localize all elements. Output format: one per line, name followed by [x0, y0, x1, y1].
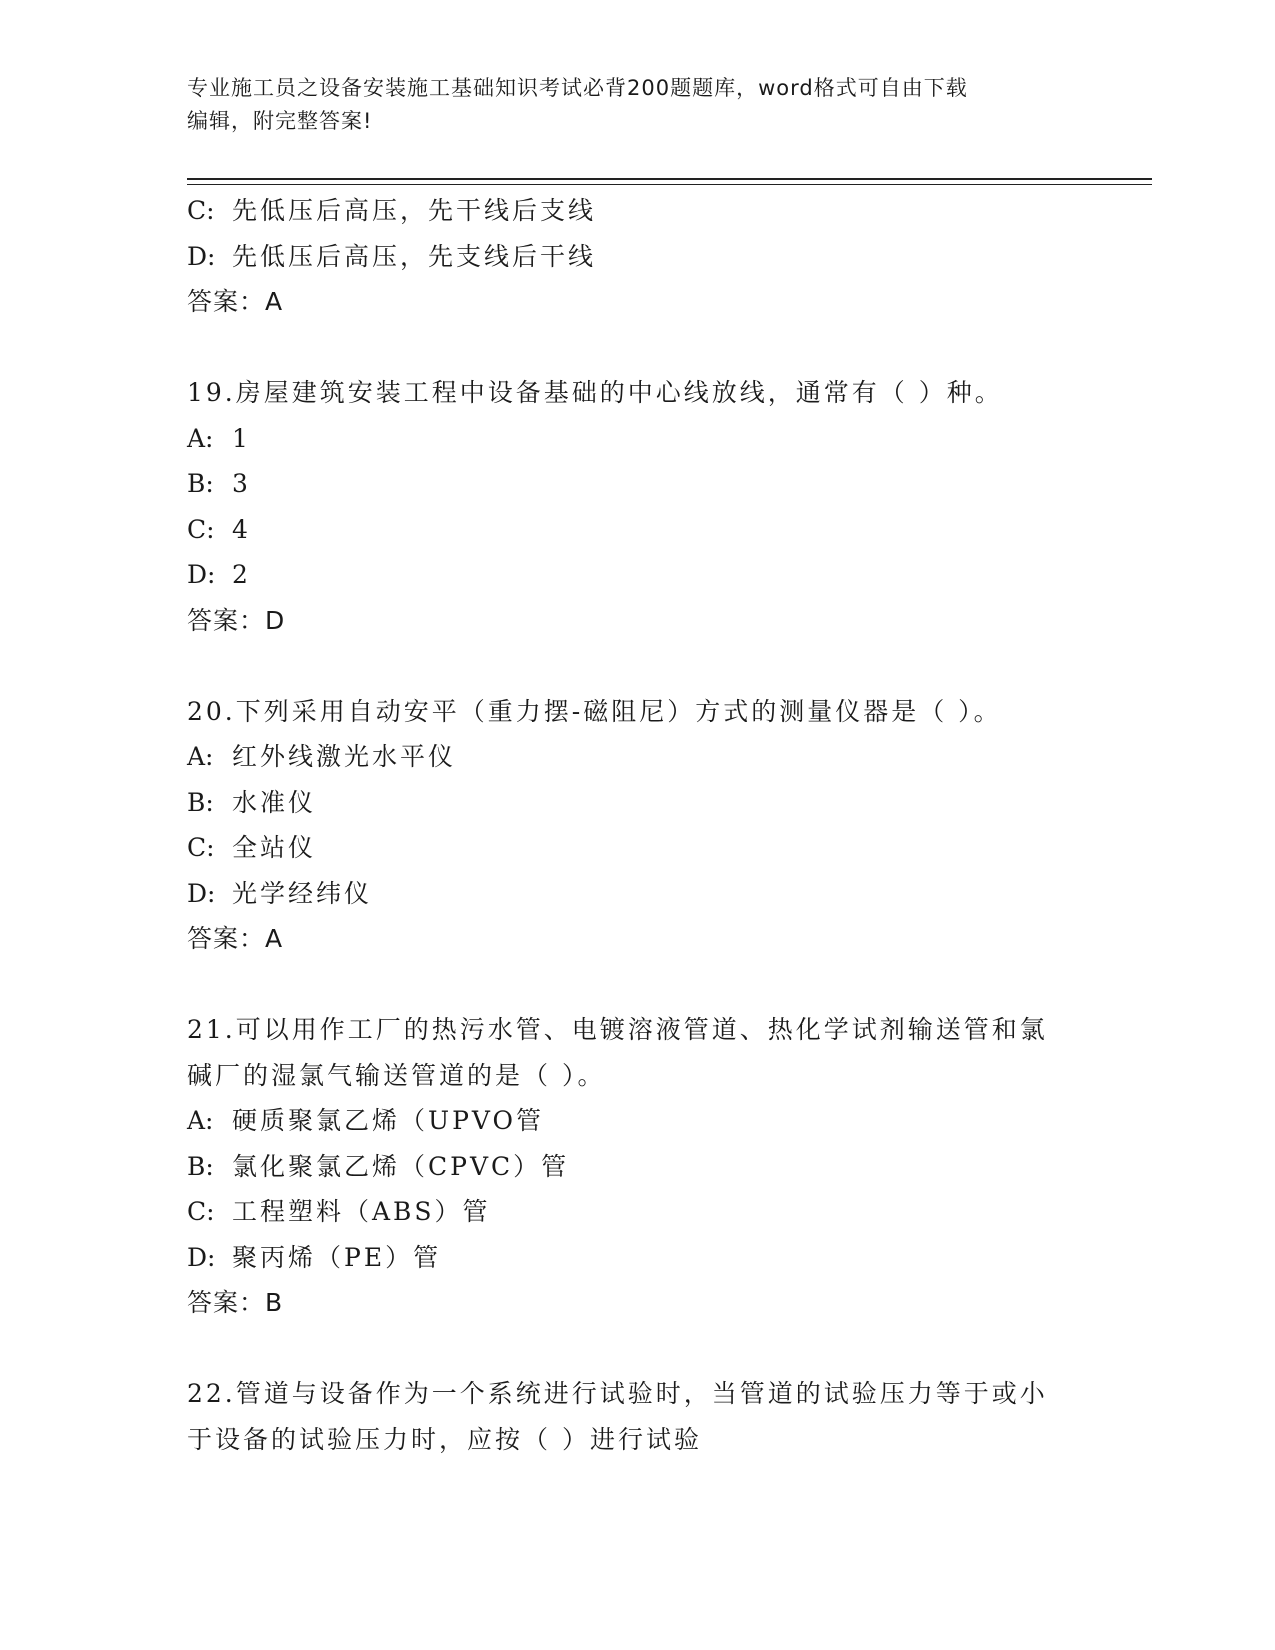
option-b	[187, 780, 1087, 826]
question-stem	[187, 1007, 1067, 1098]
spacer	[187, 962, 1087, 1008]
option-key: A:	[187, 1106, 214, 1135]
header-rule-thin	[187, 184, 1152, 185]
answer-line: 答案：A	[187, 287, 284, 316]
question-20	[187, 689, 1087, 962]
option-key: B:	[187, 787, 214, 817]
option-text: 光学经纬仪	[232, 878, 373, 908]
question-22	[187, 1371, 1087, 1462]
question-stem	[187, 689, 1067, 735]
stem-line: 22.管道与设备作为一个系统进行试验时，当管道的试验压力等于或小	[187, 1379, 1048, 1408]
option-text: 2	[232, 560, 251, 589]
option-text: 3	[232, 469, 251, 498]
option-d	[187, 552, 1087, 598]
option-d	[187, 1235, 1087, 1281]
prev-question-block	[187, 188, 1087, 325]
option-text: 1	[232, 423, 251, 453]
stem-line: 21.可以用作工厂的热污水管、电镀溶液管道、热化学试剂输送管和氯	[187, 1015, 1048, 1044]
option-key: C:	[187, 1197, 215, 1226]
stem-line: 19.房屋建筑安装工程中设备基础的中心线放线，通常有（ ）种。	[187, 378, 1003, 407]
option-c	[187, 188, 1087, 234]
option-text: 硬质聚氯乙烯（UPVO管	[232, 1106, 545, 1135]
option-text: 聚丙烯（PE）管	[232, 1242, 442, 1272]
answer-line: 答案：D	[187, 605, 286, 635]
option-key: B:	[187, 1151, 214, 1181]
option-key: D:	[187, 560, 216, 589]
question-21	[187, 1007, 1087, 1326]
option-text: 氯化聚氯乙烯（CPVC）管	[232, 1151, 570, 1181]
option-d	[187, 234, 1087, 280]
option-b	[187, 461, 1087, 507]
header-line-2: 编辑，附完整答案!	[187, 109, 373, 133]
spacer	[187, 643, 1087, 689]
spacer	[187, 1326, 1087, 1372]
option-a	[187, 734, 1087, 780]
stem-line: 20.下列采用自动安平（重力摆-磁阻尼）方式的测量仪器是（ ）。	[187, 696, 1002, 726]
option-key: C:	[187, 196, 215, 225]
header-rule-thick	[187, 178, 1152, 180]
answer-line: 答案：A	[187, 924, 284, 953]
option-text: 红外线激光水平仪	[232, 742, 457, 771]
stem-line: 碱厂的湿氯气输送管道的是（ ）。	[187, 1060, 606, 1090]
option-key: D:	[187, 878, 216, 908]
option-text: 工程塑料（ABS）管	[232, 1197, 491, 1226]
option-key: C:	[187, 833, 215, 862]
header-line-1: 专业施工员之设备安装施工基础知识考试必背200题题库，word格式可自由下载	[187, 76, 968, 100]
option-c	[187, 825, 1087, 871]
option-key: A:	[187, 742, 214, 771]
option-key: B:	[187, 469, 214, 498]
option-b	[187, 1144, 1087, 1190]
option-text: 先低压后高压，先干线后支线	[232, 196, 597, 225]
option-key: C:	[187, 514, 215, 544]
option-key: D:	[187, 1242, 216, 1272]
option-text: 4	[232, 514, 251, 544]
option-key: D:	[187, 241, 216, 271]
option-a	[187, 416, 1087, 462]
option-d	[187, 871, 1087, 917]
option-text: 全站仪	[232, 833, 317, 862]
question-stem	[187, 1371, 1067, 1462]
spacer	[187, 325, 1087, 371]
document-body	[187, 188, 1087, 1462]
question-19	[187, 370, 1087, 643]
option-a	[187, 1098, 1087, 1144]
stem-line: 于设备的试验压力时，应按（ ）进行试验	[187, 1424, 702, 1454]
option-c	[187, 507, 1087, 553]
option-text: 先低压后高压，先支线后干线	[232, 241, 597, 271]
option-key: A:	[187, 423, 214, 453]
option-c	[187, 1189, 1087, 1235]
document-header	[187, 72, 1087, 138]
option-text: 水准仪	[232, 787, 317, 817]
answer-line: 答案：B	[187, 1288, 284, 1317]
question-stem	[187, 370, 1067, 416]
